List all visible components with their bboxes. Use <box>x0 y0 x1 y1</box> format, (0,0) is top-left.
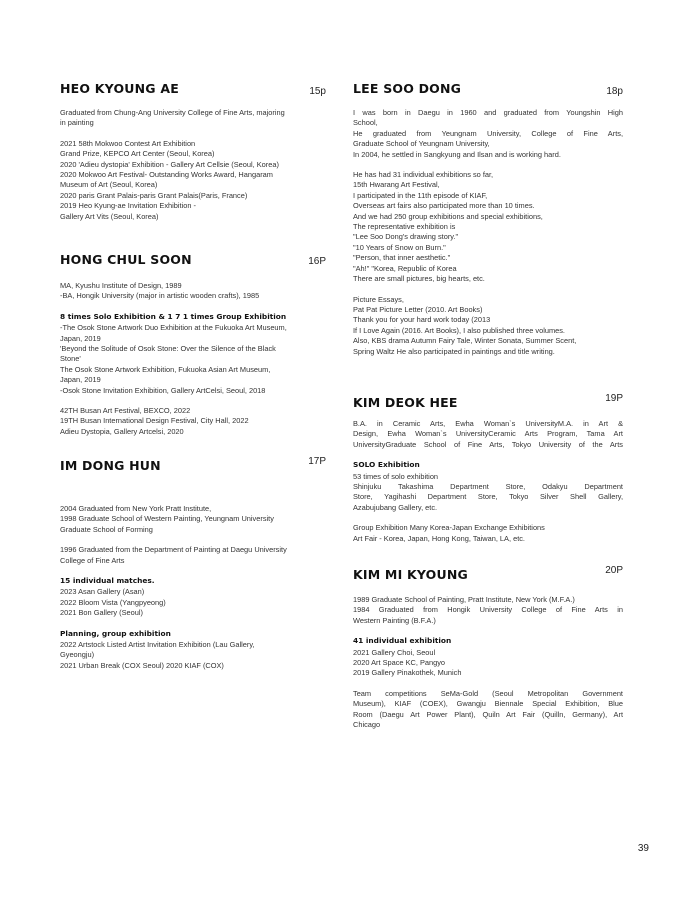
artist-page-ref: 20P <box>605 565 623 576</box>
bio-line: He graduated from Yeungnam University, College of Fine Arts, <box>353 128 623 138</box>
artist-name: KIM MI KYOUNG <box>353 567 468 582</box>
artist-bio <box>353 108 623 357</box>
bio-line: 1996 Graduated from the Department of Painting at Daegu University <box>60 545 287 555</box>
bio-paragraph <box>60 576 326 619</box>
bio-line: I was born in Daegu in 1960 and graduated from Youngshin High <box>353 108 623 117</box>
section-heading: SOLO Exhibition <box>353 460 420 470</box>
bio-line: Thank you for your hard work today (2013 <box>353 315 491 325</box>
bio-line: "Lee Soo Dong's drawing story." <box>353 232 459 242</box>
bio-line: 2022 Artstock Listed Artist Invitation Exhibition (Lau Gallery, <box>60 640 255 650</box>
bio-line: Gallery Art Vits (Seoul, Korea) <box>60 211 159 221</box>
bio-line: And we had 250 group exhibitions and special exhibitions, <box>353 211 543 221</box>
bio-paragraph <box>60 504 326 535</box>
bio-line: "Person, that inner aesthetic." <box>353 253 451 263</box>
artist-page-ref: 18p <box>606 86 623 97</box>
bio-paragraph <box>60 108 326 129</box>
bio-line: Team competitions SeMa-Gold (Seoul Metropolitan Government <box>353 688 623 698</box>
artist-page-ref: 17P <box>308 456 326 467</box>
bio-line: Design, Ewha Woman`s UniversityCeramic Arts Program, Tama Art <box>353 429 623 439</box>
bio-paragraph <box>353 523 623 544</box>
bio-line: Gyeongju) <box>60 650 95 660</box>
artist-bio <box>60 281 326 437</box>
bio-line: 'Beyond the Solitude of Osok Stone: Over the Silence of the Black <box>60 344 276 354</box>
bio-paragraph <box>353 636 623 679</box>
bio-line: School, <box>353 118 378 128</box>
bio-line: Western Painting (B.F.A.) <box>353 615 436 625</box>
bio-line: Group Exhibition Many Korea-Japan Exchange Exhibitions <box>353 523 545 533</box>
bio-line: 2004 Graduated from New York Pratt Institute, <box>60 504 212 513</box>
bio-line: Store, Yagihashi Department Store, Tokyo Silver Shell Gallery, <box>353 492 623 502</box>
bio-line: Picture Essays, <box>353 294 404 304</box>
bio-line: Grand Prize, KEPCO Art Center (Seoul, Korea) <box>60 149 215 159</box>
artist-bio <box>353 419 623 544</box>
bio-line: -Osok Stone Invitation Exhibition, Gallery ArtCelsi, Seoul, 2018 <box>60 385 266 395</box>
artist-name: HONG CHUL SOON <box>60 252 192 267</box>
bio-line: "10 Years of Snow on Burn." <box>353 242 446 252</box>
bio-line: I participated in the 11th episode of KIAF, <box>353 190 488 200</box>
bio-line: Shinjuku Takashima Department Store, Odakyu Department <box>353 482 623 492</box>
bio-line: 1998 Graduate School of Western Painting, Yeungnam University <box>60 514 274 524</box>
section-heading: 41 individual exhibition <box>353 636 452 646</box>
bio-line: 19TH Busan International Design Festival, City Hall, 2022 <box>60 416 249 426</box>
bio-line: Museum of Art (Seoul, Korea) <box>60 180 158 190</box>
bio-paragraph <box>60 139 326 222</box>
bio-paragraph <box>353 170 623 284</box>
bio-line: 2020 Art Space KC, Pangyo <box>353 658 446 668</box>
bio-line: The Osok Stone Artwork Exhibition, Fukuoka Asian Art Museum, <box>60 364 271 374</box>
bio-line: There are small pictures, big hearts, etc. <box>353 274 485 284</box>
bio-line: 2021 Bon Gallery (Seoul) <box>60 608 143 618</box>
bio-paragraph <box>60 312 326 396</box>
artist-page-ref: 19P <box>605 393 623 404</box>
bio-paragraph <box>353 295 623 357</box>
bio-line: Pat Pat Picture Letter (2010. Art Books) <box>353 304 483 314</box>
bio-line: 2021 58th Mokwoo Contest Art Exhibition <box>60 138 196 148</box>
section-heading: 15 individual matches. <box>60 576 155 586</box>
bio-line: 2023 Asan Gallery (Asan) <box>60 587 145 597</box>
artist-page-ref: 15p <box>309 86 326 97</box>
artist-bio <box>60 504 326 671</box>
bio-line: College of Fine Arts <box>60 555 125 565</box>
bio-line: Japan, 2019 <box>60 375 101 385</box>
bio-line: He has had 31 individual exhibitions so far, <box>353 170 494 180</box>
bio-line: 1984 Graduated from Hongik University College of Fine Arts in <box>353 605 623 615</box>
artist-block-heo-kyoung-ae <box>60 82 326 232</box>
bio-line: Graduated from Chung-Ang University College of Fine Arts, majoring <box>60 108 285 117</box>
artist-block-kim-mi-kyoung <box>353 565 623 740</box>
bio-line: Museum), KIAF (COEX), Gwangju Biennale Special Exhibition, Blue <box>353 699 623 709</box>
artist-block-im-dong-hun <box>60 456 326 681</box>
bio-paragraph <box>60 545 326 566</box>
bio-line: 53 times of solo exhibition <box>353 471 439 481</box>
bio-line: Chicago <box>353 720 381 730</box>
artist-name: HEO KYOUNG AE <box>60 81 179 96</box>
bio-line: Graduate School of Forming <box>60 524 153 534</box>
bio-line: in painting <box>60 118 94 128</box>
bio-line: In 2004, he settled in Sangkyung and Ilsan and is working hard. <box>353 149 561 159</box>
bio-line: Art Fair - Korea, Japan, Hong Kong, Taiwan, LA, etc. <box>353 533 525 543</box>
bio-line: 2020 paris Grant Palais-paris Grant Palais(Paris, France) <box>60 190 248 200</box>
bio-line: 2021 Gallery Choi, Seoul <box>353 647 436 657</box>
artist-name: LEE SOO DONG <box>353 81 462 96</box>
bio-line: 15th Hwarang Art Festival, <box>353 180 440 190</box>
bio-line: Spring Waltz He also participated in paintings and title writing. <box>353 346 555 356</box>
bio-line: UniversityGraduate School of Fine Arts, Tokyo University of the Arts <box>353 439 623 449</box>
bio-paragraph <box>60 629 326 672</box>
artist-name: IM DONG HUN <box>60 458 161 473</box>
bio-line: If I Love Again (2016. Art Books), I also published three volumes. <box>353 325 565 335</box>
bio-paragraph <box>353 460 623 513</box>
page-number: 39 <box>637 843 649 854</box>
artist-block-kim-deok-hee <box>353 393 623 554</box>
section-heading: 8 times Solo Exhibition & 1 7 1 times Group Exhibition <box>60 311 287 321</box>
bio-line: B.A. in Ceramic Arts, Ewha Woman`s UniversityM.A. in Art & <box>353 419 623 428</box>
bio-line: Overseas art fairs also participated more than 10 times. <box>353 201 535 211</box>
artist-bio <box>353 595 623 730</box>
bio-paragraph <box>353 595 623 626</box>
bio-line: MA, Kyushu Institute of Design, 1989 <box>60 281 182 290</box>
bio-line: 2020 Mokwoo Art Festival- Outstanding Works Award, Hangaram <box>60 170 273 180</box>
artist-page-ref: 16P <box>308 256 326 267</box>
bio-paragraph <box>353 419 623 450</box>
bio-line: Also, KBS drama Autumn Fairy Tale, Winter Sonata, Summer Scent, <box>353 336 577 346</box>
bio-line: -The Osok Stone Artwork Duo Exhibition at the Fukuoka Art Museum, <box>60 323 287 333</box>
bio-line: The representative exhibition is <box>353 222 456 232</box>
bio-paragraph <box>353 108 623 160</box>
bio-line: 2019 Heo Kyung-ae Invitation Exhibition - <box>60 201 196 211</box>
bio-line: Azabujubang Gallery, etc. <box>353 502 438 512</box>
artist-bio <box>60 108 326 222</box>
bio-line: 2019 Gallery Pinakothek, Munich <box>353 668 462 678</box>
artist-block-hong-chul-soon <box>60 253 326 447</box>
bio-line: Adieu Dystopia, Gallery Artcelsi, 2020 <box>60 426 184 436</box>
bio-line: 1989 Graduate School of Painting, Pratt Institute, New York (M.F.A.) <box>353 595 575 604</box>
artist-name: KIM DEOK HEE <box>353 395 458 410</box>
bio-paragraph <box>353 689 623 731</box>
bio-line: -BA, Hongik University (major in artistic wooden crafts), 1985 <box>60 291 260 301</box>
bio-line: 2021 Urban Break (COX Seoul) 2020 KIAF (COX) <box>60 660 224 670</box>
bio-line: Graduate School of Yeungnam University, <box>353 139 490 149</box>
bio-line: Japan, 2019 <box>60 333 101 343</box>
section-heading: Planning, group exhibition <box>60 628 171 638</box>
bio-paragraph <box>60 406 326 437</box>
bio-line: Room (Daegu Art Power Plant), Quiln Art Fair (Quilln, Germany), Art <box>353 709 623 719</box>
bio-line: 42TH Busan Art Festival, BEXCO, 2022 <box>60 406 191 416</box>
bio-line: "Ah!" "Korea, Republic of Korea <box>353 263 457 273</box>
artist-block-lee-soo-dong <box>353 82 623 367</box>
bio-line: Stone' <box>60 354 81 364</box>
bio-line: 2020 'Adieu dystopia' Exhibition - Gallery Art Cellsie (Seoul, Korea) <box>60 159 279 169</box>
bio-line: 2022 Bloom Vista (Yangpyeong) <box>60 597 166 607</box>
bio-paragraph <box>60 281 326 302</box>
